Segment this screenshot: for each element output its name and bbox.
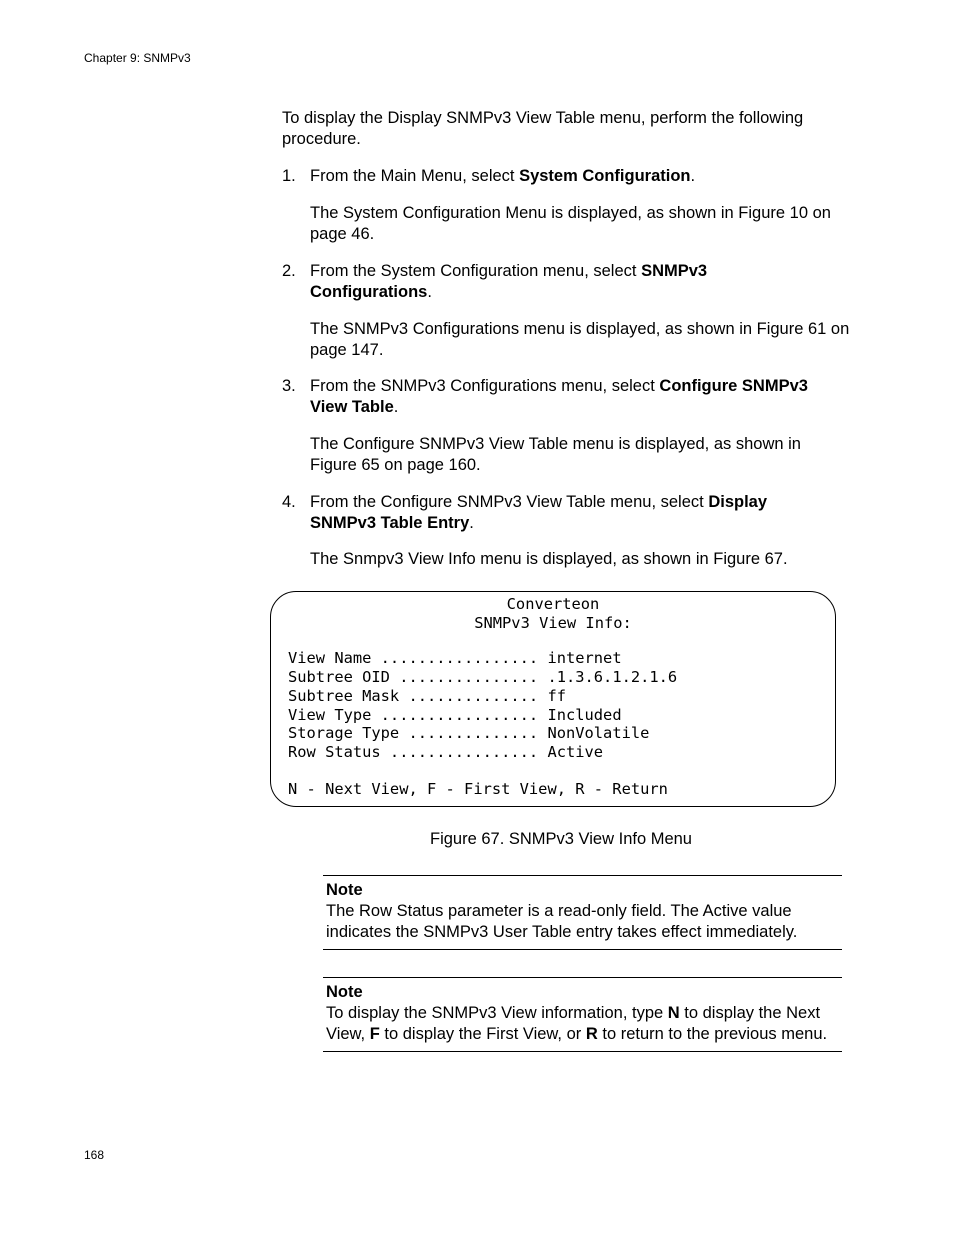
page-number: 168	[84, 1148, 105, 1162]
note-text	[326, 1003, 839, 1045]
step-number: 1.	[282, 167, 296, 185]
terminal-screen	[270, 591, 836, 807]
step-text: From the SNMPv3 Configurations menu, select	[310, 377, 660, 395]
note-box-1	[323, 875, 842, 950]
step-punct: .	[393, 398, 399, 416]
row-label: Storage Type ..............	[288, 724, 548, 742]
note-text-part: to return to the previous menu.	[597, 1025, 828, 1043]
note-text: The Row Status parameter is a read-only field. The Active value indicates the SNMPv3 User Table entry takes effect immediately.	[326, 902, 798, 941]
key-f: F	[369, 1025, 380, 1043]
step-1-result: The System Configuration Menu is displayed, as shown in Figure 10 on page 46.	[310, 204, 831, 243]
terminal-title: Converteon	[506, 595, 600, 613]
row-label: Row Status ................	[288, 743, 548, 761]
note-text-part: To display the SNMPv3 View information, type	[326, 1004, 668, 1022]
step-2	[282, 261, 842, 303]
row-value: Active	[547, 743, 604, 761]
note-box-2	[323, 977, 842, 1052]
step-number: 2.	[282, 262, 296, 280]
terminal-row-view-type	[288, 706, 622, 725]
step-text: From the System Configuration menu, select	[310, 262, 642, 280]
intro-paragraph: To display the Display SNMPv3 View Table menu, perform the following procedure.	[282, 109, 804, 148]
step-3-result: The Configure SNMPv3 View Table menu is displayed, as shown in Figure 65 on page 160.	[310, 435, 801, 474]
menu-option: Configure SNMPv3 View Table	[310, 377, 808, 416]
figure-caption: Figure 67. SNMPv3 View Info Menu	[430, 830, 692, 848]
step-punct: .	[469, 514, 474, 532]
step-text: From the Main Menu, select	[310, 167, 520, 185]
row-value: .1.3.6.1.2.1.6	[547, 668, 678, 686]
row-label: Subtree Mask ..............	[288, 687, 548, 705]
terminal-row-row-status	[288, 743, 603, 762]
key-n: N	[667, 1004, 680, 1022]
step-4	[282, 492, 842, 534]
step-1	[282, 166, 842, 187]
terminal-row-storage-type	[288, 724, 649, 743]
row-label: View Name .................	[288, 649, 548, 667]
step-punct: .	[427, 283, 432, 301]
terminal-footer-commands: N - Next View, F - First View, R - Return	[288, 780, 668, 798]
row-value: internet	[547, 649, 622, 667]
terminal-row-subtree-mask	[288, 687, 566, 706]
row-value: Included	[547, 706, 622, 724]
row-value: ff	[547, 687, 566, 705]
step-punct: .	[690, 167, 696, 185]
note-text-part: to display the First View, or	[379, 1025, 586, 1043]
menu-option: System Configuration	[519, 167, 691, 185]
menu-option: SNMPv3 Configurations	[310, 262, 708, 301]
terminal-row-view-name	[288, 649, 622, 668]
key-r: R	[585, 1025, 598, 1043]
terminal-row-subtree-oid	[288, 668, 677, 687]
note-title: Note	[326, 881, 363, 899]
row-label: Subtree OID ...............	[288, 668, 548, 686]
row-label: View Type .................	[288, 706, 548, 724]
menu-option: Display SNMPv3 Table Entry	[310, 493, 768, 532]
step-2-result: The SNMPv3 Configurations menu is displayed, as shown in Figure 61 on page 147.	[310, 320, 850, 359]
note-title: Note	[326, 983, 363, 1001]
step-3	[282, 376, 842, 418]
step-number: 3.	[282, 377, 296, 395]
terminal-subtitle: SNMPv3 View Info:	[474, 614, 632, 632]
step-4-result: The Snmpv3 View Info menu is displayed, as shown in Figure 67.	[310, 550, 788, 568]
step-number: 4.	[282, 493, 296, 511]
note-text-part: to display the Next View,	[326, 1004, 821, 1043]
row-value: NonVolatile	[547, 724, 650, 742]
running-header: Chapter 9: SNMPv3	[84, 51, 191, 65]
step-text: From the Configure SNMPv3 View Table menu, select	[310, 493, 709, 511]
